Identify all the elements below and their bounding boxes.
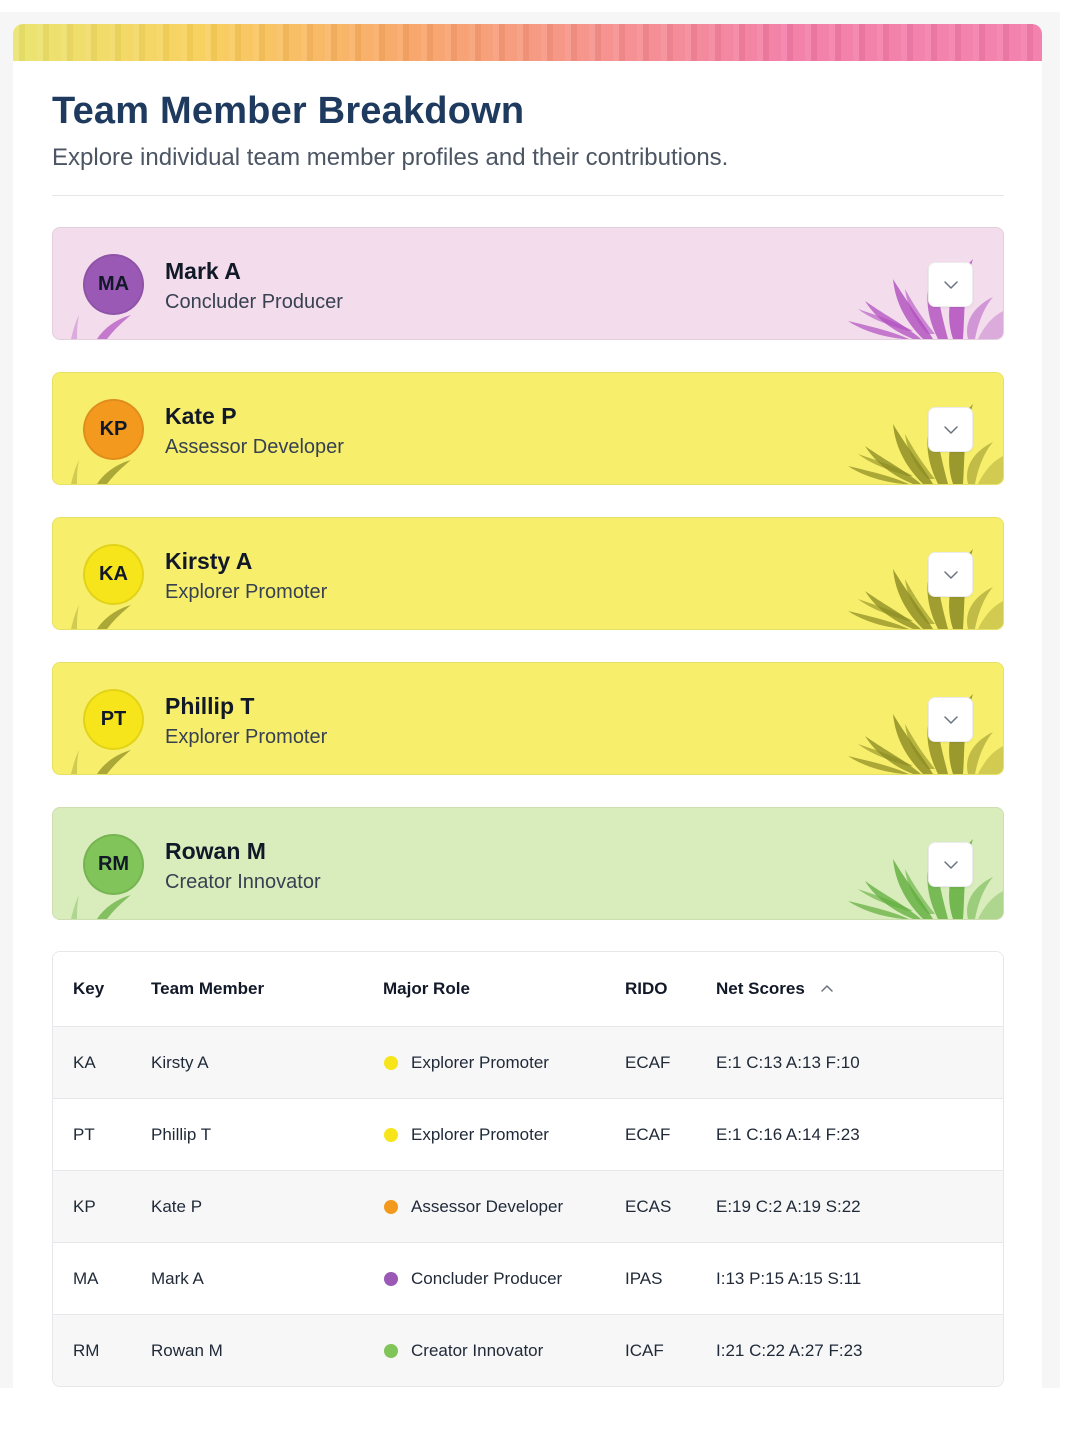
- cell-team-member: Kirsty A: [151, 1053, 209, 1072]
- gradient-banner: [13, 24, 1042, 61]
- role-color-dot: [384, 1128, 398, 1142]
- column-header-key[interactable]: Key: [73, 979, 105, 998]
- table-row[interactable]: [53, 1099, 1003, 1171]
- cell-rido: ICAF: [625, 1341, 664, 1360]
- leaf-decoration-icon: [57, 889, 137, 919]
- avatar: [83, 689, 144, 750]
- cell-net-scores: E:1 C:16 A:14 F:23: [716, 1125, 860, 1144]
- cell-key: PT: [73, 1125, 95, 1144]
- column-header-major-role[interactable]: Major Role: [383, 979, 470, 998]
- chevron-up-icon[interactable]: [820, 983, 834, 993]
- cell-rido: IPAS: [625, 1269, 663, 1288]
- chevron-down-icon: [943, 570, 959, 580]
- member-name: Kirsty A: [165, 548, 253, 574]
- expand-button[interactable]: [928, 842, 973, 887]
- chevron-down-icon: [943, 425, 959, 435]
- member-card-ka[interactable]: [52, 517, 1004, 630]
- page-subtitle: Explore individual team member profiles and their contributions.: [52, 144, 729, 171]
- member-role: Concluder Producer: [165, 291, 343, 313]
- member-name: Phillip T: [165, 693, 255, 719]
- expand-button[interactable]: [928, 697, 973, 742]
- cell-rido: ECAF: [625, 1053, 671, 1072]
- cell-net-scores: I:13 P:15 A:15 S:11: [716, 1269, 862, 1288]
- expand-button[interactable]: [928, 552, 973, 597]
- table-row[interactable]: [53, 1315, 1003, 1387]
- cell-rido: ECAS: [625, 1197, 672, 1216]
- member-name: Rowan M: [165, 838, 266, 864]
- cell-net-scores: E:1 C:13 A:13 F:10: [716, 1053, 860, 1072]
- cell-net-scores: E:19 C:2 A:19 S:22: [716, 1197, 861, 1216]
- leaf-decoration-icon: [57, 599, 137, 629]
- cell-major-role: Assessor Developer: [411, 1197, 564, 1216]
- divider: [52, 195, 1004, 196]
- cell-major-role: Concluder Producer: [411, 1269, 563, 1288]
- avatar-initials: KP: [99, 418, 128, 440]
- member-name: Mark A: [165, 258, 241, 284]
- column-header-net-scores[interactable]: [716, 979, 834, 999]
- column-header-rido[interactable]: RIDO: [625, 979, 668, 998]
- leaf-decoration-icon: [803, 684, 1003, 774]
- table-row[interactable]: [53, 1243, 1003, 1315]
- leaf-decoration-icon: [57, 309, 137, 339]
- member-role: Explorer Promoter: [165, 581, 328, 603]
- avatar-initials: KA: [99, 563, 128, 585]
- cell-team-member: Phillip T: [151, 1125, 212, 1144]
- member-name: Kate P: [165, 403, 237, 429]
- members-table: [52, 951, 1004, 1387]
- team-breakdown-card: [13, 24, 1042, 1388]
- cell-major-role: Explorer Promoter: [411, 1053, 549, 1072]
- cell-major-role: Creator Innovator: [411, 1341, 544, 1360]
- avatar-initials: PT: [100, 708, 127, 730]
- cell-team-member: Rowan M: [151, 1341, 223, 1360]
- avatar: [83, 834, 144, 895]
- page-title: Team Member Breakdown: [52, 90, 525, 132]
- cell-team-member: Mark A: [151, 1269, 204, 1288]
- table-row[interactable]: [53, 1171, 1003, 1243]
- leaf-decoration-icon: [803, 829, 1003, 919]
- role-color-dot: [384, 1200, 398, 1214]
- member-card-ma[interactable]: [52, 227, 1004, 340]
- role-color-dot: [384, 1272, 398, 1286]
- cell-major-role: Explorer Promoter: [411, 1125, 549, 1144]
- chevron-down-icon: [943, 715, 959, 725]
- member-role: Assessor Developer: [165, 436, 344, 458]
- avatar-initials: RM: [97, 853, 130, 875]
- expand-button[interactable]: [928, 407, 973, 452]
- role-color-dot: [384, 1344, 398, 1358]
- leaf-decoration-icon: [803, 539, 1003, 629]
- member-role: Creator Innovator: [165, 871, 321, 893]
- avatar: [83, 544, 144, 605]
- cell-team-member: Kate P: [151, 1197, 203, 1216]
- avatar: [83, 254, 144, 315]
- member-role: Explorer Promoter: [165, 726, 328, 748]
- cell-key: KA: [73, 1053, 96, 1072]
- role-color-dot: [384, 1056, 398, 1070]
- leaf-decoration-icon: [57, 454, 137, 484]
- member-card-rm[interactable]: [52, 807, 1004, 920]
- table-row[interactable]: [53, 1027, 1003, 1099]
- member-card-pt[interactable]: [52, 662, 1004, 775]
- cell-key: MA: [73, 1269, 99, 1288]
- chevron-down-icon: [943, 860, 959, 870]
- cell-rido: ECAF: [625, 1125, 671, 1144]
- cell-key: RM: [73, 1341, 100, 1360]
- cell-key: KP: [73, 1197, 96, 1216]
- net-scores-label: Net Scores: [716, 979, 805, 998]
- leaf-decoration-icon: [57, 744, 137, 774]
- table-header: [53, 952, 1003, 1027]
- column-header-team-member[interactable]: Team Member: [151, 979, 265, 998]
- expand-button[interactable]: [928, 262, 973, 307]
- cell-net-scores: I:21 C:22 A:27 F:23: [716, 1341, 863, 1360]
- avatar: [83, 399, 144, 460]
- leaf-decoration-icon: [803, 249, 1003, 339]
- member-card-kp[interactable]: [52, 372, 1004, 485]
- avatar-initials: MA: [97, 273, 130, 295]
- chevron-down-icon: [943, 280, 959, 290]
- leaf-decoration-icon: [803, 394, 1003, 484]
